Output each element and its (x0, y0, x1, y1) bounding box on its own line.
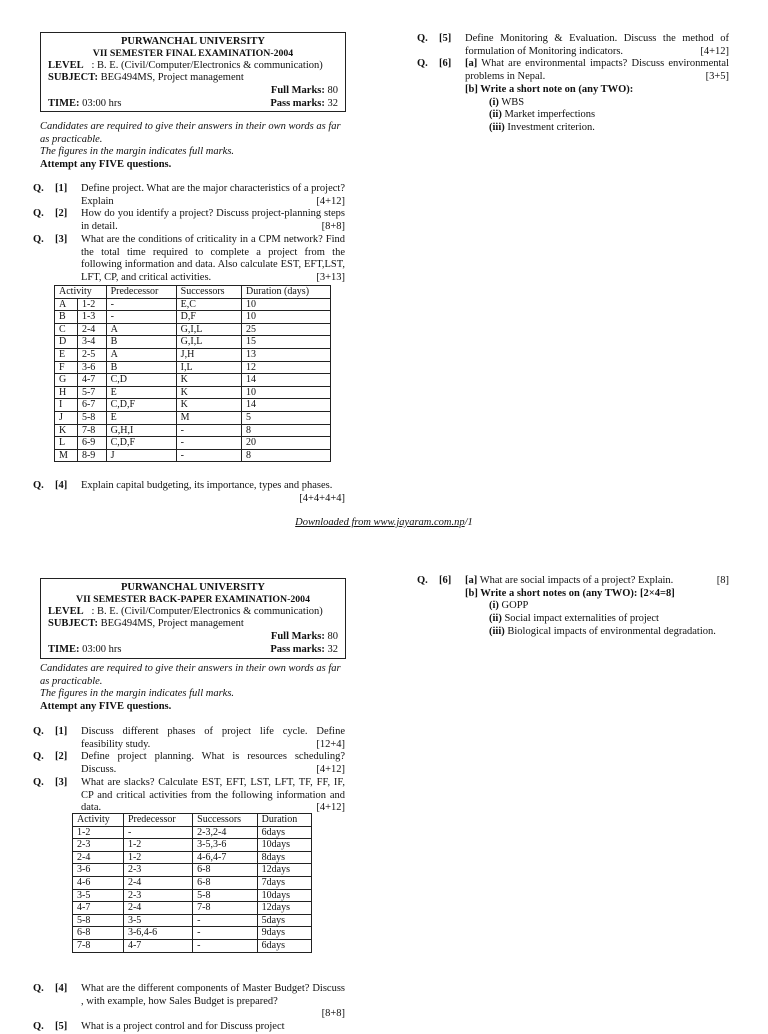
table-cell: C,D,F (106, 399, 176, 412)
table-cell: - (176, 424, 241, 437)
table-cell: E (55, 348, 78, 361)
question-number: [6] (439, 58, 452, 70)
questions-paper2-right (417, 575, 729, 639)
table-cell: A (55, 298, 78, 311)
table-cell: 14 (241, 399, 330, 412)
table-cell: D (55, 336, 78, 349)
subject-value: BEG494MS, Project management (100, 72, 244, 84)
exam-header-box (40, 32, 346, 112)
time-value: 03:00 hrs (82, 643, 122, 655)
table-cell: L (55, 437, 78, 450)
table-cell: 5-8 (193, 889, 257, 902)
question-marks: [4+4+4+4] (299, 492, 345, 504)
question-1: Q. [1] Define project. What are the major characteristics of a project? Explain [4+12] (33, 183, 345, 207)
table-header-cell: Successors (176, 286, 241, 299)
table-row (73, 851, 312, 864)
table-cell: 7-8 (193, 902, 257, 915)
table-cell: E (106, 386, 176, 399)
list-item-number: (iii) (489, 121, 505, 133)
table-cell: 6-8 (73, 927, 124, 940)
table-cell: 3-6 (73, 864, 124, 877)
question-6: Q. [6] [a] What are environmental impacts? Discuss environmental problems in Nepal. [3+5] [b] Write a short note on (any TWO): (i) WBS (ii) Market imperfections (iii) Investment criterion. (417, 58, 729, 133)
table-row (55, 311, 331, 324)
table-cell: 14 (241, 374, 330, 387)
subject-line (48, 618, 338, 631)
exam-title: VII SEMESTER FINAL EXAMINATION-2004 (92, 48, 294, 59)
list-item-number: (i) (489, 96, 499, 108)
list-item-text: Social impact externalities of project (501, 613, 659, 625)
table-cell: 1-3 (77, 311, 106, 324)
table-cell: 8-9 (77, 449, 106, 462)
table-row (73, 826, 312, 839)
question-4: Q. [4] Explain capital budgeting, its importance, types and phases. [4+4+4+4] (33, 480, 345, 504)
question-number: [5] (439, 33, 452, 44)
table-cell: 7-8 (77, 424, 106, 437)
table-cell: 6-9 (77, 437, 106, 450)
table-header-row (73, 814, 312, 827)
pass-marks-value: 32 (327, 643, 338, 655)
table-cell: 4-7 (77, 374, 106, 387)
subject-value: BEG494MS, Project management (100, 618, 244, 630)
table-cell: 8 (241, 449, 330, 462)
table-cell: 2-4 (73, 851, 124, 864)
full-marks-value: 80 (327, 84, 338, 96)
table-cell: J (106, 449, 176, 462)
table-cell: 20 (241, 437, 330, 450)
table-cell: 4-6,4-7 (193, 851, 257, 864)
question-text: Explain capital budgeting, its importance, types and phases. (81, 480, 333, 491)
question-6: Q. [6] [a] What are social impacts of a project? Explain. [8] [b] Write a short notes on (any TWO): [2×4=8] (i) GOPP (ii) Social impact externalities of project (iii) Biological impacts of environmental degradation. (417, 575, 729, 637)
table-cell: 10 (241, 298, 330, 311)
table-cell: A (106, 348, 176, 361)
question-text: What is a project control and for Discuss project (81, 1021, 285, 1033)
question-number: [3] (55, 233, 68, 245)
question-text: How do you identify a project? Discuss project-planning steps in detail. (81, 208, 345, 233)
part-label: [a] (465, 575, 478, 586)
table-cell: B (106, 361, 176, 374)
question-text: Define Monitoring & Evaluation. Discuss the method of formulation of Monitoring indicators. (465, 33, 729, 57)
question-number: [4] (55, 480, 68, 491)
cpm-activity-table (54, 285, 331, 462)
question-text: Define project planning. What is resources scheduling? Discuss. (81, 751, 345, 776)
pass-marks-value: 32 (327, 97, 338, 109)
table-row (55, 424, 331, 437)
table-cell: G (55, 374, 78, 387)
question-6b-list (465, 600, 729, 638)
table-cell: I,L (176, 361, 241, 374)
question-4-block (33, 983, 345, 1034)
table-cell: 5-8 (73, 914, 124, 927)
pass-marks-label: Pass marks: (270, 643, 325, 655)
question-marks: [8] (716, 575, 729, 586)
table-cell: E (106, 411, 176, 424)
table-cell: 7days (257, 876, 311, 889)
table-cell: - (106, 298, 176, 311)
table-row (55, 298, 331, 311)
table-header-cell: Duration (days) (241, 286, 330, 299)
exam-title: VII SEMESTER BACK-PAPER EXAMINATION-2004 (76, 594, 310, 605)
instruction-attempt: Attempt any FIVE questions. (40, 159, 172, 171)
question-marks: [3+13] (316, 271, 345, 283)
time-value: 03:00 hrs (82, 97, 122, 109)
table-cell: 1-2 (77, 298, 106, 311)
table-cell: 2-4 (123, 902, 192, 915)
questions-paper2-left (33, 726, 345, 815)
table-cell: 5-7 (77, 386, 106, 399)
table-cell: 15 (241, 336, 330, 349)
university-name: PURWANCHAL UNIVERSITY (120, 582, 266, 593)
level-value: : B. E. (Civil/Computer/Electronics & communication) (91, 605, 323, 617)
table-cell: G,H,I (106, 424, 176, 437)
slack-activity-table (72, 813, 312, 953)
question-marks: [4+12] (700, 45, 729, 57)
table-cell: J (55, 411, 78, 424)
question-marks: [12+4] (316, 738, 345, 750)
questions-paper1-left (33, 183, 345, 285)
table-header-cell: Predecessor (123, 814, 192, 827)
full-marks-label: Full Marks: (270, 84, 325, 96)
question-number: [3] (55, 776, 68, 788)
table-cell: 8days (257, 851, 311, 864)
table-cell: D,F (176, 311, 241, 324)
question-text: Define project. What are the major characteristics of a project? Explain (81, 183, 345, 207)
table-cell: 10 (241, 386, 330, 399)
table-cell: 3-5,3-6 (193, 839, 257, 852)
table-cell: 9days (257, 927, 311, 940)
question-6b-list (465, 97, 729, 135)
question-number: [2] (55, 208, 68, 220)
table-header-cell: Activity (55, 286, 107, 299)
table-cell: 2-3 (123, 864, 192, 877)
table-row (55, 437, 331, 450)
table-cell: - (106, 311, 176, 324)
table-cell: 2-4 (123, 876, 192, 889)
table-cell: 6days (257, 939, 311, 952)
table-row (55, 449, 331, 462)
question-text: What are the different components of Master Budget? Discuss , with example, how Sales Budget is prepared? (81, 983, 345, 1007)
instructions (40, 663, 352, 714)
part-label: [a] (465, 58, 478, 70)
question-4-block (33, 480, 345, 505)
question-5: Q. [5] Define Monitoring & Evaluation. Discuss the method of formulation of Monitoring indicators. [4+12] (417, 33, 729, 57)
table-cell: 2-3 (123, 889, 192, 902)
question-2: Q. [2] How do you identify a project? Discuss project-planning steps in detail. [8+8] (33, 208, 345, 233)
list-item-text: Biological impacts of environmental degradation. (504, 625, 716, 637)
table-cell: 6-7 (77, 399, 106, 412)
pass-marks-label: Pass marks: (270, 97, 325, 109)
level-value: : B. E. (Civil/Computer/Electronics & communication) (91, 59, 323, 71)
table-cell: H (55, 386, 78, 399)
table-row (55, 374, 331, 387)
table-cell: 10days (257, 839, 311, 852)
table-cell: B (55, 311, 78, 324)
question-3: Q. [3] What are slacks? Calculate EST, EFT, LST, LFT, TF, FF, IF, CP and critical activities from the following information and data. [4+12] (33, 776, 345, 814)
question-6a (465, 575, 729, 588)
table-cell: 2-4 (77, 323, 106, 336)
table-cell: 3-6 (77, 361, 106, 374)
level-label: LEVEL (48, 59, 84, 71)
table-cell: K (176, 399, 241, 412)
table-row (73, 914, 312, 927)
table-cell: C,D,F (106, 437, 176, 450)
subject-line (48, 72, 338, 85)
full-marks-line (48, 631, 338, 644)
question-marks: [4+12] (316, 764, 345, 776)
list-item-text: Investment criterion. (504, 121, 595, 133)
table-cell: B (106, 336, 176, 349)
table-cell: 4-7 (123, 939, 192, 952)
table-cell: 12days (257, 864, 311, 877)
table-cell: 12days (257, 902, 311, 915)
question-number: [6] (439, 575, 452, 586)
question-marks: [8+8] (321, 221, 345, 233)
table-cell: 3-5 (73, 889, 124, 902)
question-text: What are the conditions of criticality in a CPM network? Find the total time required to complete a project from the following information and data. Also calculate EST, EFT,LST, LFT, CP, and critical activities. (81, 233, 345, 283)
question-number: [4] (55, 983, 68, 994)
instructions (40, 121, 352, 172)
time-pass-line (48, 98, 338, 111)
table-cell: J,H (176, 348, 241, 361)
question-6b-heading: [b] Write a short notes on (any TWO): [2×4=8] (465, 587, 675, 599)
full-marks-value: 80 (327, 630, 338, 642)
time-label: TIME: (48, 97, 80, 109)
table-row (73, 889, 312, 902)
table-cell: 6-8 (193, 876, 257, 889)
time-pass-line (48, 644, 338, 657)
table-row (55, 361, 331, 374)
question-marks: [8+8] (321, 1008, 345, 1020)
list-item (489, 97, 729, 110)
table-cell: K (176, 374, 241, 387)
subject-label: SUBJECT: (48, 72, 98, 84)
question-2: Q. [2] Define project planning. What is resources scheduling? Discuss. [4+12] (33, 751, 345, 776)
table-cell: 7-8 (73, 939, 124, 952)
list-item (489, 600, 729, 613)
list-item-text: GOPP (498, 600, 529, 612)
table-cell: 5days (257, 914, 311, 927)
table-cell: 6-8 (193, 864, 257, 877)
table-cell: 1-2 (73, 826, 124, 839)
level-label: LEVEL (48, 605, 84, 617)
table-cell: K (55, 424, 78, 437)
table-cell: 1-2 (123, 839, 192, 852)
question-number: [2] (55, 751, 68, 763)
table-row (73, 876, 312, 889)
table-cell: - (176, 449, 241, 462)
question-text: What are social impacts of a project? Explain. (479, 575, 674, 586)
table-cell: - (193, 914, 257, 927)
table-cell: 4-6 (73, 876, 124, 889)
question-5-partial: Q. [5] What is a project control and for Discuss project (33, 1021, 285, 1033)
table-cell: 1-2 (123, 851, 192, 864)
table-cell: K (176, 386, 241, 399)
list-item-number: (i) (489, 600, 499, 612)
full-marks-label: Full Marks: (270, 630, 325, 642)
instruction-own-words: Candidates are required to give their answers in their own words as far as practicable. (40, 121, 341, 145)
footer (0, 517, 768, 530)
question-1: Q. [1] Discuss different phases of project life cycle. Define feasibility study. [12+4] (33, 726, 345, 750)
questions-paper1-right (417, 33, 729, 135)
list-item (489, 626, 729, 639)
question-marks: [4+12] (316, 195, 345, 207)
table-cell: 2-3,2-4 (193, 826, 257, 839)
table-row (73, 839, 312, 852)
level-line (48, 60, 338, 73)
table-cell: 3-5 (123, 914, 192, 927)
question-number: [1] (55, 726, 68, 737)
table-row (55, 323, 331, 336)
table-cell: C (55, 323, 78, 336)
download-source-link[interactable]: Downloaded from www.jayaram.com.np (295, 517, 465, 528)
table-cell: G,I,L (176, 336, 241, 349)
table-cell: G,I,L (176, 323, 241, 336)
table-cell: 5-8 (77, 411, 106, 424)
table-cell: M (55, 449, 78, 462)
table-cell: 4-7 (73, 902, 124, 915)
table-header-cell: Duration (257, 814, 311, 827)
table-cell: 13 (241, 348, 330, 361)
question-marks: [3+5] (705, 71, 729, 83)
table-cell: 25 (241, 323, 330, 336)
table-cell: 5 (241, 411, 330, 424)
page-number: /1 (464, 517, 473, 528)
list-item-number: (ii) (489, 109, 502, 121)
list-item-number: (iii) (489, 625, 505, 637)
list-item-number: (ii) (489, 613, 502, 625)
table-header-row (55, 286, 331, 299)
full-marks-line (48, 85, 338, 98)
question-6b-heading: [b] Write a short note on (any TWO): (465, 83, 634, 95)
table-cell: 10days (257, 889, 311, 902)
table-cell: - (176, 437, 241, 450)
table-cell: C,D (106, 374, 176, 387)
table-cell: - (193, 927, 257, 940)
table-row (55, 399, 331, 412)
table-row (55, 386, 331, 399)
table-header-cell: Activity (73, 814, 124, 827)
instruction-full-marks: The figures in the margin indicates full marks. (40, 146, 235, 158)
time-label: TIME: (48, 643, 80, 655)
table-cell: 3-6,4-6 (123, 927, 192, 940)
list-item (489, 613, 729, 626)
list-item (489, 109, 729, 122)
exam-header-box (40, 578, 346, 659)
question-3: Q. [3] What are the conditions of criticality in a CPM network? Find the total time required to complete a project from the following information and data. Also calculate EST, EFT,LST, LFT, CP, and critical activities. [3+13] (33, 233, 345, 283)
table-row (55, 411, 331, 424)
table-cell: 2-3 (73, 839, 124, 852)
instruction-own-words: Candidates are required to give their answers in their own words as far as practicable. (40, 663, 341, 687)
table-cell: A (106, 323, 176, 336)
table-row (73, 902, 312, 915)
list-item-text: Market imperfections (501, 109, 596, 121)
instruction-attempt: Attempt any FIVE questions. (40, 701, 172, 713)
table-cell: I (55, 399, 78, 412)
table-cell: 10 (241, 311, 330, 324)
question-number: [1] (55, 183, 68, 194)
table-row (55, 348, 331, 361)
question-4: Q. [4] What are the different components of Master Budget? Discuss , with example, how Sales Budget is prepared? [8+8] (33, 983, 345, 1020)
table-cell: 3-4 (77, 336, 106, 349)
table-header-cell: Predecessor (106, 286, 176, 299)
table-cell: 2-5 (77, 348, 106, 361)
table-cell: 6days (257, 826, 311, 839)
question-text: Discuss different phases of project life cycle. Define feasibility study. (81, 726, 345, 750)
table-cell: - (123, 826, 192, 839)
table-cell: 8 (241, 424, 330, 437)
subject-label: SUBJECT: (48, 618, 98, 630)
question-6a (465, 58, 729, 83)
table-row (55, 336, 331, 349)
table-cell: 12 (241, 361, 330, 374)
table-row (73, 939, 312, 952)
list-item-text: WBS (498, 96, 525, 108)
table-cell: E,C (176, 298, 241, 311)
table-cell: M (176, 411, 241, 424)
table-cell: - (193, 939, 257, 952)
instruction-full-marks: The figures in the margin indicates full marks. (40, 688, 235, 700)
list-item (489, 122, 729, 135)
question-marks: [4+12] (316, 802, 345, 814)
level-line (48, 606, 338, 619)
table-cell: F (55, 361, 78, 374)
question-text: What are slacks? Calculate EST, EFT, LST, LFT, TF, FF, IF, CP and critical activities from the following information and data. (81, 776, 345, 814)
question-text: What are environmental impacts? Discuss environmental problems in Nepal. (465, 58, 729, 83)
table-row (73, 864, 312, 877)
university-name: PURWANCHAL UNIVERSITY (120, 36, 266, 47)
table-header-cell: Successors (193, 814, 257, 827)
table-row (73, 927, 312, 940)
